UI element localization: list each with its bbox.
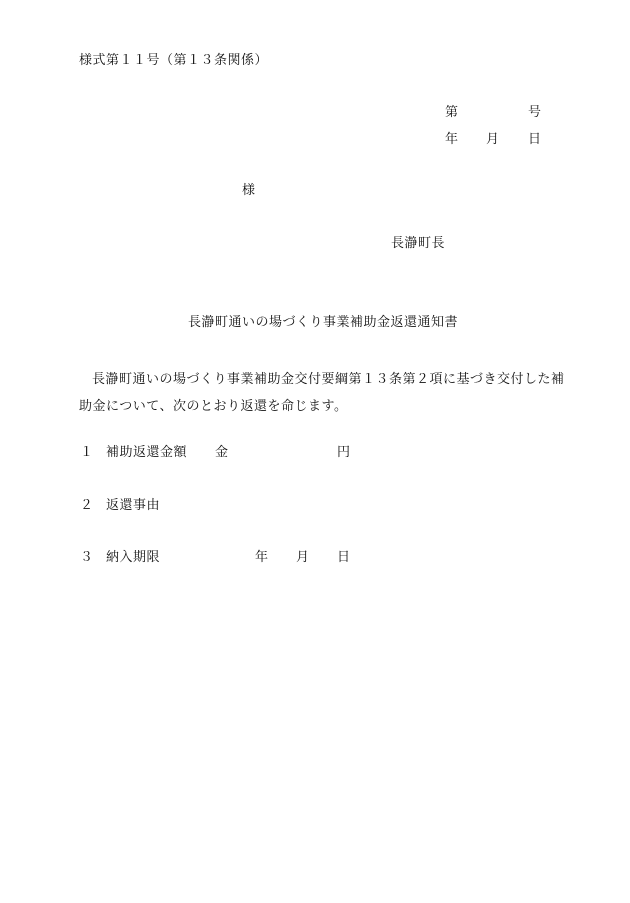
reference-number-suffix: 号 [528, 105, 542, 120]
item-label: 補助返還金額 [106, 445, 188, 460]
document-title: 長瀞町通いの場づくり事業補助金返還通知書 [188, 315, 459, 330]
form-number-label: 様式第１１号（第１３条関係） [79, 53, 269, 68]
sender-name: 長瀞町長 [391, 236, 446, 251]
body-paragraph [79, 366, 574, 420]
deadline-day-label: 日 [337, 550, 351, 565]
item-number: １ [80, 445, 94, 460]
reference-number-prefix: 第 [445, 105, 459, 120]
item-number: ３ [80, 550, 94, 565]
item-label: 納入期限 [106, 550, 161, 565]
date-day-label: 日 [528, 132, 542, 147]
amount-unit: 円 [337, 445, 351, 460]
deadline-year-label: 年 [255, 550, 269, 565]
body-text: 長瀞町通いの場づくり事業補助金交付要綱第１３条第２項に基づき交付した補助金について、次のとおり返還を命じます。 [79, 372, 565, 414]
item-label: 返還事由 [106, 498, 161, 513]
deadline-month-label: 月 [296, 550, 310, 565]
date-year-label: 年 [445, 132, 459, 147]
item-number: ２ [80, 498, 94, 513]
date-month-label: 月 [486, 132, 500, 147]
recipient-honorific: 様 [242, 183, 256, 198]
amount-prefix: 金 [215, 445, 229, 460]
